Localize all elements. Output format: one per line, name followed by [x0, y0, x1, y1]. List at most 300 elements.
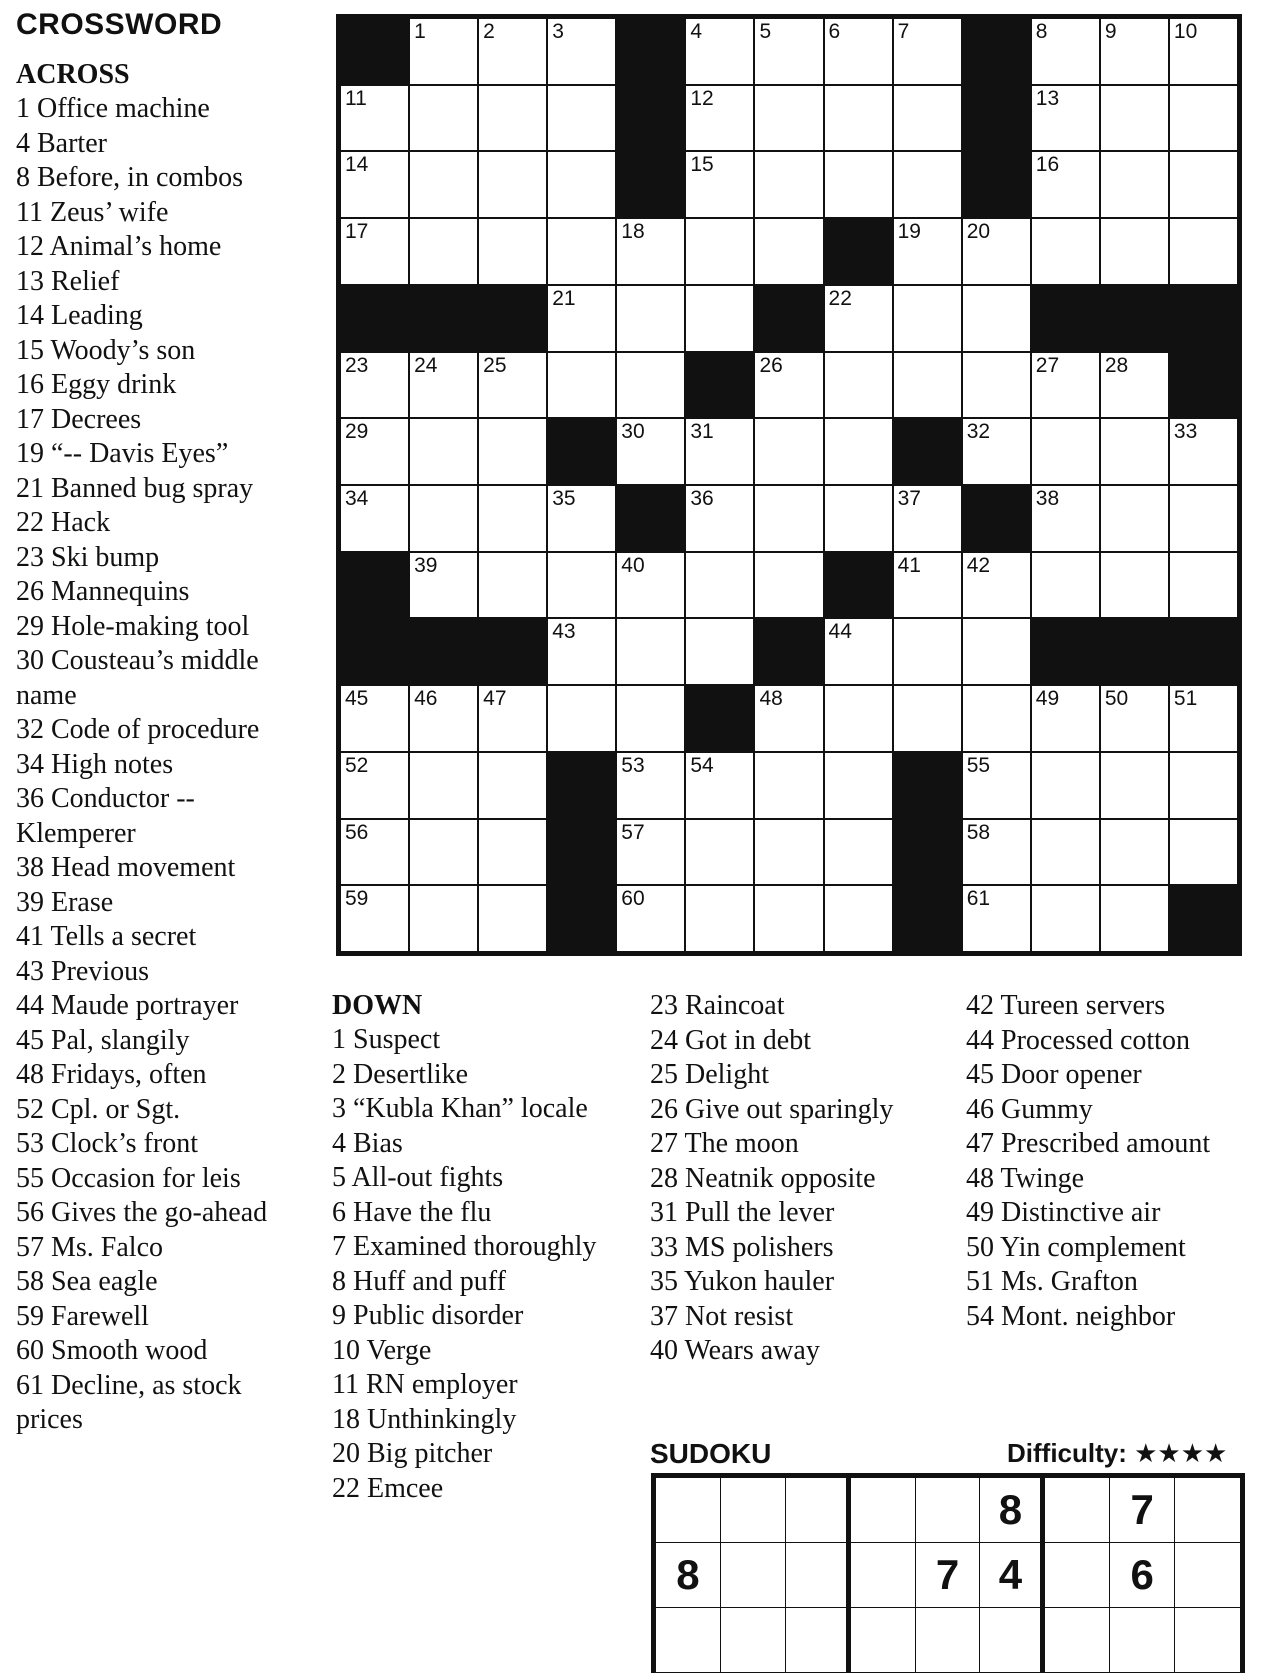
crossword-cell[interactable] — [686, 619, 753, 684]
clue: 38 Head movement — [16, 852, 236, 883]
black-square — [755, 286, 822, 351]
black-square — [548, 419, 615, 484]
crossword-cell[interactable] — [617, 686, 684, 751]
crossword-cell[interactable] — [1101, 553, 1168, 618]
crossword-cell[interactable] — [894, 353, 961, 418]
clue: 17 Decrees — [16, 403, 142, 435]
black-square — [1101, 619, 1168, 684]
crossword-cell[interactable] — [341, 753, 408, 818]
black-square — [894, 886, 961, 951]
clue: 44 Processed cotton — [966, 1024, 1190, 1056]
cell-number: 14 — [345, 153, 369, 177]
black-square — [548, 820, 615, 885]
crossword-cell[interactable] — [894, 86, 961, 151]
sudoku-difficulty: Difficulty: ★★★★ — [1007, 1438, 1228, 1468]
crossword-cell[interactable] — [548, 353, 615, 418]
clue: 11 Zeus’ wife — [16, 196, 169, 228]
black-square — [410, 286, 477, 351]
clue: 37 Not resist — [650, 1300, 794, 1332]
crossword-cell[interactable] — [755, 353, 822, 418]
sudoku-cell[interactable] — [1175, 1543, 1240, 1608]
sudoku-cell[interactable] — [1175, 1608, 1240, 1673]
crossword-cell[interactable] — [825, 753, 892, 818]
cell-number: 8 — [1035, 20, 1048, 43]
crossword-cell[interactable] — [548, 19, 615, 84]
crossword-cell[interactable] — [341, 152, 408, 217]
crossword-cell[interactable] — [479, 152, 546, 217]
crossword-cell[interactable] — [548, 219, 615, 284]
clue: 44 Maude portrayer — [16, 990, 239, 1021]
clue: 40 Wears away — [650, 1335, 820, 1366]
sudoku-cell[interactable] — [851, 1478, 916, 1543]
crossword-cell[interactable] — [479, 86, 546, 151]
crossword-cell[interactable] — [341, 486, 408, 551]
crossword-cell[interactable] — [825, 86, 892, 151]
cell-number: 31 — [690, 420, 714, 444]
crossword-cell[interactable] — [686, 152, 753, 217]
sudoku-title: SUDOKU — [650, 1438, 772, 1469]
cell-number: 50 — [1104, 687, 1129, 711]
crossword-cell[interactable] — [617, 553, 684, 618]
clue: 55 Occasion for leis — [16, 1162, 241, 1194]
cell-number: 22 — [828, 286, 852, 310]
crossword-cell[interactable] — [825, 619, 892, 684]
clue: 6 Have the flu — [332, 1196, 492, 1228]
crossword-cell[interactable] — [1032, 86, 1099, 151]
crossword-cell[interactable] — [1032, 753, 1099, 818]
clue: 53 Clock’s front — [16, 1128, 198, 1159]
crossword-cell[interactable] — [1032, 886, 1099, 951]
clue: 41 Tells a secret — [16, 921, 197, 952]
cell-number: 6 — [828, 20, 841, 43]
crossword-cell[interactable] — [341, 86, 408, 151]
crossword-cell[interactable] — [686, 753, 753, 818]
crossword-cell[interactable] — [479, 19, 546, 84]
cell-number: 10 — [1173, 20, 1198, 43]
crossword-cell[interactable] — [1101, 753, 1168, 818]
crossword-cell[interactable] — [1101, 486, 1168, 551]
crossword-cell[interactable] — [755, 152, 822, 217]
crossword-cell[interactable] — [755, 419, 822, 484]
cell-number: 9 — [1104, 20, 1117, 43]
crossword-cell[interactable] — [755, 553, 822, 618]
crossword-cell[interactable] — [410, 753, 477, 818]
sudoku-cell[interactable] — [1110, 1608, 1175, 1673]
crossword-cell[interactable] — [1032, 820, 1099, 885]
black-square — [1170, 886, 1237, 951]
crossword-cell[interactable] — [617, 619, 684, 684]
crossword-cell[interactable] — [686, 86, 753, 151]
crossword-cell[interactable] — [1032, 686, 1099, 751]
cell-number: 36 — [690, 487, 714, 510]
crossword-cell[interactable] — [617, 219, 684, 284]
cell-number: 33 — [1173, 420, 1198, 444]
crossword-cell[interactable] — [755, 820, 822, 885]
clue: 30 Cousteau’s middle name — [16, 645, 259, 711]
sudoku-cell[interactable] — [786, 1608, 851, 1673]
crossword-cell[interactable] — [755, 753, 822, 818]
crossword-cell[interactable] — [1101, 419, 1168, 484]
crossword-cell[interactable] — [617, 886, 684, 951]
crossword-cell[interactable] — [479, 486, 546, 551]
down-clues-col-3 — [966, 989, 1261, 1334]
crossword-cell[interactable] — [617, 419, 684, 484]
crossword-cell[interactable] — [410, 553, 477, 618]
cell-number: 39 — [414, 553, 438, 577]
cell-number: 30 — [621, 420, 645, 444]
clue: 14 Leading — [16, 300, 143, 331]
cell-number: 5 — [759, 20, 772, 43]
clue: 42 Tureen servers — [966, 990, 1166, 1021]
clue: 4 Barter — [16, 127, 107, 159]
cell-number: 24 — [414, 353, 438, 377]
sudoku-cell[interactable] — [1045, 1608, 1110, 1673]
cell-number: 46 — [414, 687, 438, 711]
crossword-cell[interactable] — [410, 19, 477, 84]
cell-number: 42 — [966, 553, 991, 577]
crossword-cell[interactable] — [479, 419, 546, 484]
clue: 48 Fridays, often — [16, 1059, 207, 1090]
clue: 23 Ski bump — [16, 541, 160, 573]
crossword-grid — [336, 14, 1242, 956]
cell-number: 52 — [345, 753, 369, 777]
sudoku-cell[interactable] — [1045, 1543, 1110, 1608]
cell-number: 7 — [897, 20, 910, 43]
crossword-cell[interactable] — [963, 619, 1030, 684]
cell-number: 43 — [552, 620, 576, 644]
crossword-cell[interactable] — [686, 419, 753, 484]
cell-number: 61 — [966, 887, 991, 911]
crossword-cell[interactable] — [755, 19, 822, 84]
black-square — [894, 820, 961, 885]
cell-number: 3 — [552, 20, 564, 43]
clue: 60 Smooth wood — [16, 1335, 208, 1366]
cell-number: 53 — [621, 753, 645, 777]
crossword-cell[interactable] — [548, 686, 615, 751]
clue: 52 Cpl. or Sgt. — [16, 1093, 181, 1125]
crossword-cell[interactable] — [479, 753, 546, 818]
crossword-cell[interactable] — [1170, 19, 1237, 84]
crossword-title: CROSSWORD — [16, 8, 223, 41]
crossword-cell[interactable] — [686, 820, 753, 885]
crossword-cell[interactable] — [548, 619, 615, 684]
crossword-cell[interactable] — [341, 419, 408, 484]
black-square — [479, 619, 546, 684]
crossword-cell[interactable] — [1170, 553, 1237, 618]
crossword-cell[interactable] — [1101, 353, 1168, 418]
cell-number: 2 — [483, 20, 495, 43]
crossword-cell[interactable] — [755, 86, 822, 151]
crossword-cell[interactable] — [686, 19, 753, 84]
crossword-cell[interactable] — [963, 886, 1030, 951]
sudoku-cell[interactable] — [721, 1608, 786, 1673]
black-square — [686, 353, 753, 418]
crossword-cell[interactable] — [825, 286, 892, 351]
crossword-cell[interactable] — [1170, 419, 1237, 484]
black-square — [548, 886, 615, 951]
cell-number: 15 — [690, 153, 714, 177]
crossword-cell[interactable] — [410, 86, 477, 151]
crossword-cell[interactable] — [479, 820, 546, 885]
sudoku-grid — [651, 1473, 1245, 1673]
crossword-cell[interactable] — [479, 686, 546, 751]
black-square — [825, 553, 892, 618]
down-heading: DOWN — [332, 990, 423, 1021]
crossword-cell[interactable] — [410, 219, 477, 284]
clue: 49 Distinctive air — [966, 1197, 1161, 1228]
clue: 18 Unthinkingly — [332, 1403, 517, 1435]
sudoku-cell[interactable] — [786, 1543, 851, 1608]
crossword-cell[interactable] — [963, 286, 1030, 351]
clue: 33 MS polishers — [650, 1231, 834, 1263]
crossword-cell[interactable] — [1032, 553, 1099, 618]
cell-number: 59 — [345, 887, 369, 911]
crossword-cell[interactable] — [1170, 753, 1237, 818]
crossword-cell[interactable] — [617, 820, 684, 885]
crossword-cell[interactable] — [755, 219, 822, 284]
cell-number: 21 — [552, 286, 576, 310]
black-square — [755, 619, 822, 684]
cell-number: 55 — [966, 753, 991, 777]
crossword-cell[interactable] — [1101, 219, 1168, 284]
crossword-cell[interactable] — [548, 86, 615, 151]
crossword-cell[interactable] — [894, 219, 961, 284]
crossword-cell[interactable] — [341, 219, 408, 284]
clue: 31 Pull the lever — [650, 1197, 835, 1228]
crossword-cell[interactable] — [341, 820, 408, 885]
cell-number: 12 — [690, 86, 714, 110]
down-clues-col-1 — [332, 989, 632, 1506]
cell-number: 41 — [897, 553, 921, 577]
crossword-cell[interactable] — [894, 19, 961, 84]
cell-number: 17 — [345, 220, 369, 244]
crossword-cell[interactable] — [755, 486, 822, 551]
clue: 1 Suspect — [332, 1024, 441, 1055]
crossword-cell[interactable] — [479, 219, 546, 284]
cell-number: 25 — [483, 353, 507, 377]
sudoku-cell: 7 — [916, 1543, 981, 1608]
clue: 16 Eggy drink — [16, 369, 177, 400]
sudoku-cell[interactable] — [916, 1478, 981, 1543]
cell-number: 48 — [759, 687, 783, 711]
crossword-cell[interactable] — [341, 686, 408, 751]
sudoku-cell[interactable] — [1175, 1478, 1240, 1543]
black-square — [1170, 619, 1237, 684]
sudoku-cell[interactable] — [721, 1543, 786, 1608]
clue: 25 Delight — [650, 1059, 769, 1090]
clue: 21 Banned bug spray — [16, 472, 254, 504]
black-square — [479, 286, 546, 351]
sudoku-cell[interactable] — [721, 1478, 786, 1543]
black-square — [617, 152, 684, 217]
clue: 8 Before, in combos — [16, 162, 244, 193]
black-square — [341, 619, 408, 684]
cell-number: 40 — [621, 553, 645, 577]
sudoku-cell[interactable] — [656, 1478, 721, 1543]
crossword-cell[interactable] — [894, 686, 961, 751]
crossword-cell[interactable] — [479, 886, 546, 951]
crossword-cell[interactable] — [825, 820, 892, 885]
crossword-cell[interactable] — [548, 286, 615, 351]
crossword-cell[interactable] — [410, 886, 477, 951]
black-square — [617, 86, 684, 151]
crossword-cell[interactable] — [686, 553, 753, 618]
crossword-cell[interactable] — [1101, 820, 1168, 885]
black-square — [963, 152, 1030, 217]
clue: 11 RN employer — [332, 1369, 518, 1400]
crossword-cell[interactable] — [963, 219, 1030, 284]
crossword-cell[interactable] — [410, 152, 477, 217]
crossword-cell[interactable] — [1032, 419, 1099, 484]
sudoku-cell[interactable] — [786, 1478, 851, 1543]
black-square — [1101, 286, 1168, 351]
clue: 36 Conductor -- Klemperer — [16, 783, 195, 849]
cell-number: 32 — [966, 420, 991, 444]
cell-number: 47 — [483, 687, 507, 711]
crossword-cell[interactable] — [410, 820, 477, 885]
black-square — [341, 286, 408, 351]
across-clues — [16, 58, 306, 1438]
sudoku-cell[interactable] — [851, 1608, 916, 1673]
clue: 29 Hole-making tool — [16, 610, 250, 642]
crossword-cell[interactable] — [825, 686, 892, 751]
crossword-cell[interactable] — [963, 353, 1030, 418]
crossword-cell[interactable] — [963, 419, 1030, 484]
clue: 12 Animal’s home — [16, 231, 222, 262]
cell-number: 1 — [414, 20, 426, 43]
clue: 22 Hack — [16, 507, 111, 538]
clue: 28 Neatnik opposite — [650, 1162, 876, 1194]
crossword-cell[interactable] — [1101, 152, 1168, 217]
crossword-cell[interactable] — [548, 152, 615, 217]
clue: 45 Pal, slangily — [16, 1024, 190, 1056]
cell-number: 45 — [345, 687, 369, 711]
crossword-cell[interactable] — [894, 152, 961, 217]
crossword-cell[interactable] — [1101, 19, 1168, 84]
clue: 26 Give out sparingly — [650, 1093, 894, 1125]
cell-number: 19 — [897, 220, 921, 244]
black-square — [617, 486, 684, 551]
clue: 32 Code of procedure — [16, 714, 260, 745]
clue: 56 Gives the go-ahead — [16, 1197, 268, 1228]
crossword-cell[interactable] — [825, 486, 892, 551]
sudoku-cell[interactable] — [916, 1608, 981, 1673]
crossword-cell[interactable] — [410, 353, 477, 418]
cell-number: 28 — [1104, 353, 1129, 377]
sudoku-cell: 8 — [656, 1543, 721, 1608]
crossword-cell[interactable] — [686, 219, 753, 284]
crossword-cell[interactable] — [1170, 86, 1237, 151]
clue: 51 Ms. Grafton — [966, 1266, 1138, 1297]
crossword-cell[interactable] — [1101, 86, 1168, 151]
crossword-cell[interactable] — [755, 686, 822, 751]
crossword-cell[interactable] — [341, 886, 408, 951]
clue: 58 Sea eagle — [16, 1266, 158, 1297]
black-square — [1170, 353, 1237, 418]
crossword-cell[interactable] — [410, 486, 477, 551]
sudoku-cell[interactable] — [1045, 1478, 1110, 1543]
crossword-cell[interactable] — [1170, 686, 1237, 751]
cell-number: 13 — [1035, 86, 1060, 110]
black-square — [894, 753, 961, 818]
crossword-cell[interactable] — [617, 353, 684, 418]
crossword-cell[interactable] — [963, 753, 1030, 818]
crossword-cell[interactable] — [479, 353, 546, 418]
crossword-cell[interactable] — [1170, 219, 1237, 284]
cell-number: 29 — [345, 420, 369, 444]
crossword-cell[interactable] — [894, 553, 961, 618]
crossword-cell[interactable] — [1101, 886, 1168, 951]
cell-number: 18 — [621, 220, 645, 244]
clue: 47 Prescribed amount — [966, 1128, 1211, 1159]
clue: 3 “Kubla Khan” locale — [332, 1093, 588, 1124]
crossword-cell[interactable] — [825, 353, 892, 418]
cell-number: 11 — [345, 86, 367, 110]
black-square — [1032, 619, 1099, 684]
black-square — [548, 753, 615, 818]
crossword-cell[interactable] — [548, 553, 615, 618]
crossword-cell[interactable] — [686, 886, 753, 951]
crossword-cell[interactable] — [825, 419, 892, 484]
crossword-cell[interactable] — [825, 19, 892, 84]
black-square — [686, 686, 753, 751]
crossword-cell[interactable] — [1032, 486, 1099, 551]
crossword-cell[interactable] — [894, 619, 961, 684]
crossword-cell[interactable] — [1032, 152, 1099, 217]
crossword-cell[interactable] — [755, 886, 822, 951]
sudoku-cell[interactable] — [656, 1608, 721, 1673]
cell-number: 44 — [828, 620, 852, 644]
crossword-cell[interactable] — [963, 820, 1030, 885]
crossword-cell[interactable] — [894, 486, 961, 551]
crossword-cell[interactable] — [825, 886, 892, 951]
crossword-cell[interactable] — [617, 753, 684, 818]
crossword-cell[interactable] — [410, 686, 477, 751]
crossword-cell[interactable] — [1032, 353, 1099, 418]
crossword-cell[interactable] — [963, 686, 1030, 751]
black-square — [617, 19, 684, 84]
crossword-cell[interactable] — [1101, 686, 1168, 751]
crossword-cell[interactable] — [1170, 152, 1237, 217]
crossword-cell[interactable] — [1170, 486, 1237, 551]
crossword-cell[interactable] — [825, 152, 892, 217]
black-square — [825, 219, 892, 284]
clue: 34 High notes — [16, 748, 174, 780]
crossword-cell[interactable] — [894, 286, 961, 351]
crossword-cell[interactable] — [1032, 19, 1099, 84]
clue: 5 All-out fights — [332, 1162, 504, 1193]
crossword-cell[interactable] — [686, 286, 753, 351]
crossword-cell[interactable] — [410, 419, 477, 484]
crossword-cell[interactable] — [548, 486, 615, 551]
crossword-cell[interactable] — [963, 553, 1030, 618]
clue: 10 Verge — [332, 1334, 432, 1366]
clue: 4 Bias — [332, 1127, 403, 1159]
crossword-cell[interactable] — [479, 553, 546, 618]
sudoku-cell[interactable] — [980, 1608, 1045, 1673]
sudoku-cell[interactable] — [851, 1543, 916, 1608]
crossword-cell[interactable] — [1170, 820, 1237, 885]
crossword-cell[interactable] — [617, 286, 684, 351]
sudoku-cell: 4 — [980, 1543, 1045, 1608]
crossword-cell[interactable] — [1032, 219, 1099, 284]
cell-number: 57 — [621, 820, 645, 844]
clue: 35 Yukon hauler — [650, 1266, 835, 1297]
crossword-cell[interactable] — [686, 486, 753, 551]
crossword-cell[interactable] — [341, 353, 408, 418]
cell-number: 49 — [1035, 687, 1060, 711]
cell-number: 34 — [345, 487, 369, 510]
